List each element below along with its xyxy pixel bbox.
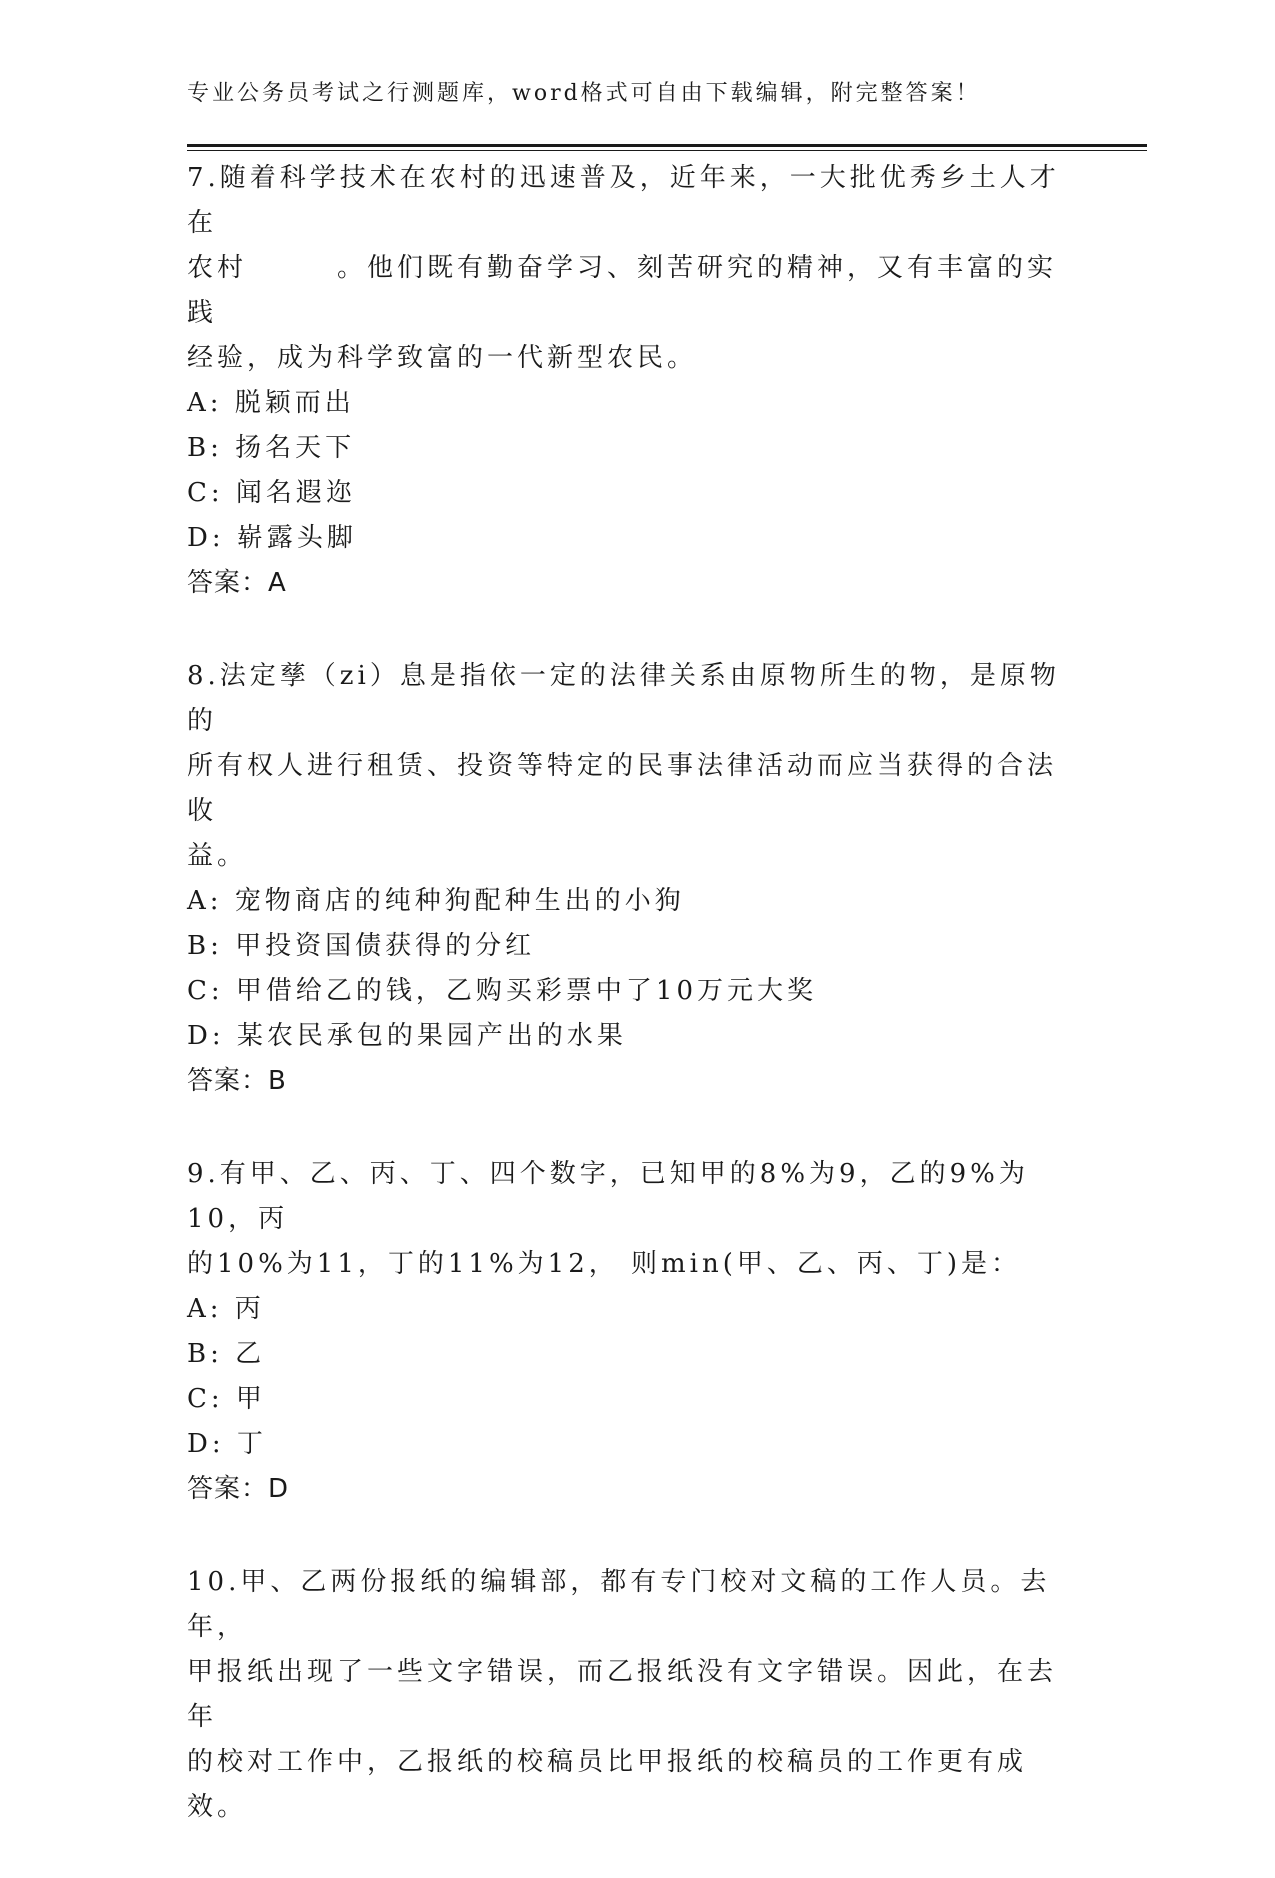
question-stem-line: 甲报纸出现了一些文字错误，而乙报纸没有文字错误。因此，在去年 — [187, 1657, 1058, 1732]
question-stem-line: 益。 — [187, 841, 248, 871]
header-rule-thin — [187, 150, 1147, 151]
option-c: C: 甲借给乙的钱，乙购买彩票中了10万元大奖 — [187, 976, 818, 1006]
question-stem-line: 10.甲、乙两份报纸的编辑部，都有专门校对文稿的工作人员。去年， — [187, 1567, 1051, 1642]
option-a: A: 宠物商店的纯种狗配种生出的小狗 — [187, 886, 685, 916]
answer-label: 答案：A — [187, 568, 287, 598]
question-stem-line: 9.有甲、乙、丙、丁、四个数字，已知甲的8%为9，乙的9%为10，丙 — [187, 1159, 1029, 1234]
header-rule-thick — [187, 144, 1147, 147]
question-7 — [187, 156, 1067, 606]
option-b: B: 乙 — [187, 1339, 266, 1369]
question-9 — [187, 1152, 1067, 1512]
option-b: B: 扬名天下 — [187, 433, 356, 463]
option-d: D: 某农民承包的果园产出的水果 — [187, 1021, 627, 1051]
question-stem-line: 经验，成为科学致富的一代新型农民。 — [187, 343, 698, 373]
answer-label: 答案：B — [187, 1066, 287, 1096]
question-list — [187, 156, 1067, 1878]
option-a: A: 脱颖而出 — [187, 388, 355, 418]
option-c: C: 甲 — [187, 1384, 266, 1414]
answer-label: 答案：D — [187, 1474, 290, 1504]
option-c: C: 闻名遐迩 — [187, 478, 356, 508]
option-d: D: 崭露头脚 — [187, 523, 357, 553]
question-10 — [187, 1560, 1067, 1830]
question-stem-line: 的10%为11，丁的11%为12， 则min(甲、乙、丙、丁)是： — [187, 1249, 1022, 1279]
page-header: 专业公务员考试之行测题库，word格式可自由下载编辑，附完整答案！ — [187, 81, 981, 106]
question-8 — [187, 654, 1067, 1104]
question-stem-line: 的校对工作中，乙报纸的校稿员比甲报纸的校稿员的工作更有成效。 — [187, 1747, 1028, 1822]
option-d: D: 丁 — [187, 1429, 267, 1459]
question-stem-line: 8.法定孳（zi）息是指依一定的法律关系由原物所生的物，是原物的 — [187, 661, 1060, 736]
question-stem-line: 农村 。他们既有勤奋学习、刻苦研究的精神，又有丰富的实践 — [187, 253, 1058, 328]
option-a: A: 丙 — [187, 1294, 265, 1324]
question-stem-line: 所有权人进行租赁、投资等特定的民事法律活动而应当获得的合法收 — [187, 751, 1058, 826]
option-b: B: 甲投资国债获得的分红 — [187, 931, 536, 961]
question-stem-line: 7.随着科学技术在农村的迅速普及，近年来，一大批优秀乡土人才在 — [187, 163, 1060, 238]
